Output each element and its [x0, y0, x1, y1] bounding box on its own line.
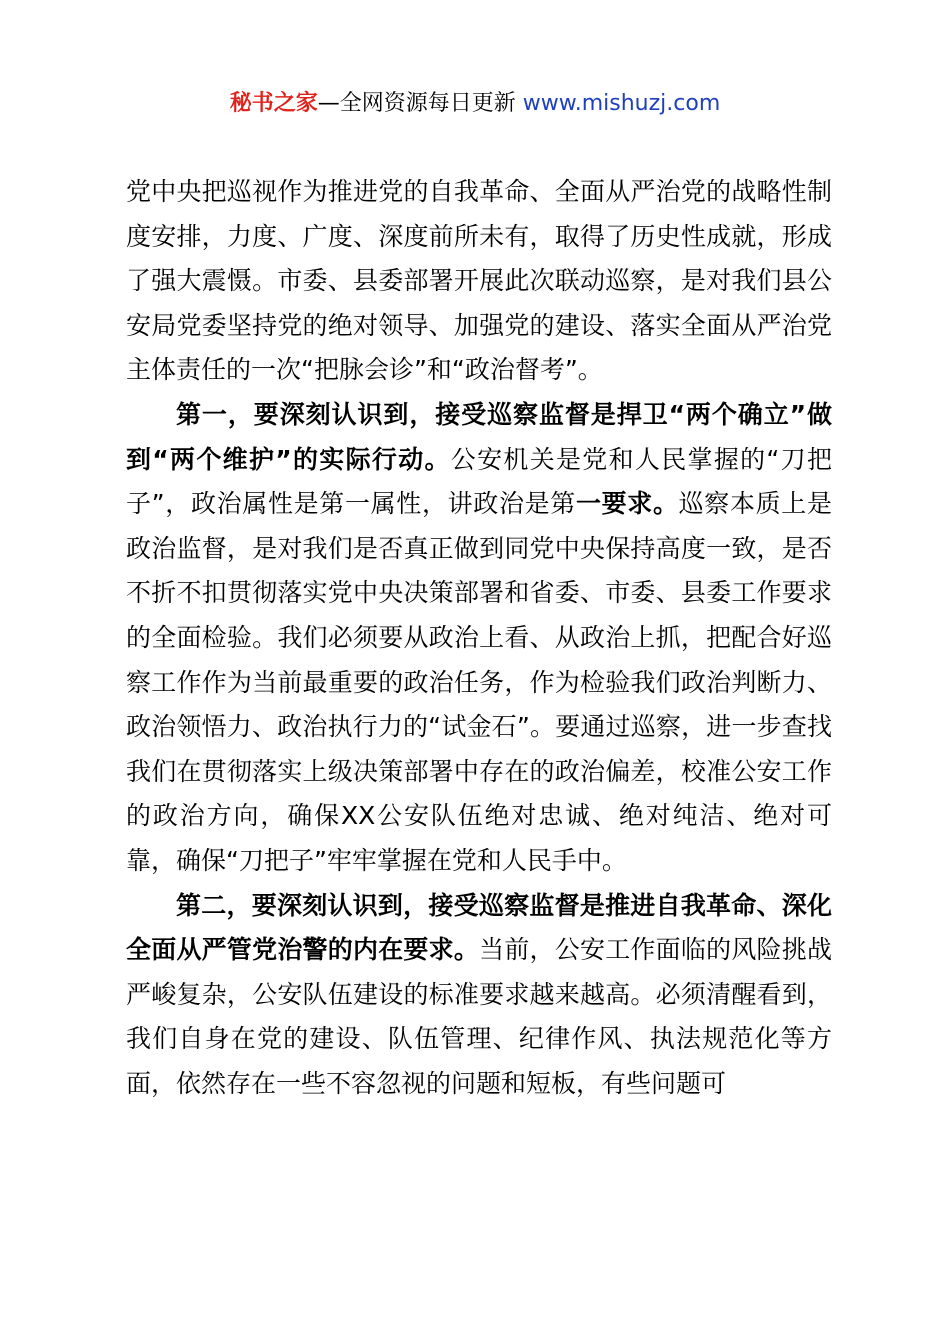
paragraph-emphasis: 一要求。: [575, 489, 679, 519]
paragraph-intro: [126, 170, 832, 393]
document-body: [126, 170, 832, 1106]
paragraph-text: 巡察本质上是政治监督，是对我们是否真正做到同党中央保持高度一致，是否不折不扣贯彻落实党中央决策部署和省委、市委、县委工作要求的全面检验。我们必须要从政治上看、从政治上抓，把配合好巡察工作作为当前最重要的政治任务，作为检验我们政治判断力、政治领悟力、政治执行力的“试金石”。要通过巡察，进一步查找我们在贯彻落实上级决策部署中存在的政治偏差，校准公安工作的政治方向，确保XX公安队伍绝对忠诚、绝对纯洁、绝对可靠，确保“刀把子”牢牢掌握在党和人民手中。: [126, 489, 832, 875]
page-header: [0, 86, 950, 122]
paragraph-first-point: [126, 393, 832, 884]
paragraph-heading: 第二，要深刻认识到，接受巡察监督是推进自我革命、深化全面从严管党治警的内在要求。: [126, 890, 832, 965]
paragraph-second-point: [126, 884, 832, 1107]
paragraph-text: 当前，公安工作面临的风险挑战严峻复杂，公安队伍建设的标准要求越来越高。必须清醒看到，我们自身在党的建设、队伍管理、纪律作风、执法规范化等方面，依然存在一些不容忽视的问题和短板，有些问题可: [126, 935, 832, 1098]
paragraph-text: 公安机关是党和人民掌握的“刀把子”，政治属性是第一属性，讲政治是第: [126, 444, 832, 519]
paragraph-heading: 第一，要深刻认识到，接受巡察监督是捍卫“两个确立”做到“两个维护”的实际行动。: [126, 399, 832, 474]
website-link[interactable]: www.mishuzj.com: [522, 91, 721, 116]
header-tagline: —全网资源每日更新: [317, 91, 516, 116]
paragraph-text: 党中央把巡视作为推进党的自我革命、全面从严治党的战略性制度安排，力度、广度、深度前所未有，取得了历史性成就，形成了强大震慑。市委、县委部署开展此次联动巡察，是对我们县公安局党委坚持党的绝对领导、加强党的建设、落实全面从严治党主体责任的一次“把脉会诊”和“政治督考”。: [126, 177, 832, 385]
brand-name: 秘书之家: [229, 91, 318, 116]
